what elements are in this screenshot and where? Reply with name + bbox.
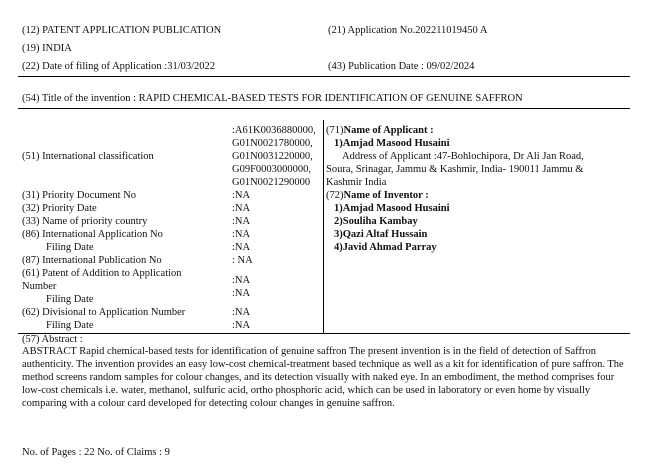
classification-label: (51) International classification xyxy=(22,151,154,162)
field-value: :NA xyxy=(232,242,251,253)
divider xyxy=(18,76,630,77)
page-claims-count: No. of Pages : 22 No. of Claims : 9 xyxy=(22,447,170,458)
field-label: Filing Date xyxy=(46,242,94,253)
inventor-name: 3)Qazi Altaf Hussain xyxy=(334,229,428,240)
publication-date: (43) Publication Date : 09/02/2024 xyxy=(328,61,475,72)
field-label: (62) Divisional to Application Number xyxy=(22,307,186,318)
classification-code: G01N0021780000, xyxy=(232,138,313,149)
field-value: :NA xyxy=(232,229,251,240)
classification-code: G09F0003000000, xyxy=(232,164,312,175)
field-value: :NA xyxy=(232,216,251,227)
field-label-continued: Number xyxy=(22,281,57,292)
applicant-name: 1)Amjad Masood Husaini xyxy=(334,138,450,149)
inventor-heading: (72)Name of Inventor : xyxy=(326,190,429,201)
country: (19) INDIA xyxy=(22,43,72,54)
applicant-address: Soura, Srinagar, Jammu & Kashmir, India- 190011 Jammu & xyxy=(326,164,584,175)
field-value: :NA xyxy=(232,320,251,331)
field-value: :NA xyxy=(232,307,251,318)
divider xyxy=(18,333,630,334)
field-value: :NA xyxy=(232,190,251,201)
field-label: (31) Priority Document No xyxy=(22,190,137,201)
publication-type: (12) PATENT APPLICATION PUBLICATION xyxy=(22,25,222,36)
column-divider xyxy=(323,120,324,333)
invention-title: (54) Title of the invention : RAPID CHEMICAL-BASED TESTS FOR IDENTIFICATION OF GENUINE SAFFRON xyxy=(22,93,523,104)
field-value: : NA xyxy=(232,255,253,266)
classification-code: :A61K0036880000, xyxy=(232,125,316,136)
abstract-label: (57) Abstract : xyxy=(22,334,83,345)
inventor-name: 4)Javid Ahmad Parray xyxy=(334,242,437,253)
field-value: :NA xyxy=(232,288,251,299)
field-label: (86) International Application No xyxy=(22,229,163,240)
field-label: (61) Patent of Addition to Application xyxy=(22,268,182,279)
inventor-name: 2)Souliha Kambay xyxy=(334,216,418,227)
field-label: (33) Name of priority country xyxy=(22,216,148,227)
divider xyxy=(18,108,630,109)
field-value: :NA xyxy=(232,203,251,214)
classification-code: G01N0031220000, xyxy=(232,151,313,162)
applicant-address: Kashmir India xyxy=(326,177,387,188)
application-number: (21) Application No.202211019450 A xyxy=(328,25,488,36)
field-label: Filing Date xyxy=(46,294,94,305)
classification-code: G01N0021290000 xyxy=(232,177,311,188)
field-label: (87) International Publication No xyxy=(22,255,162,266)
field-label: (32) Priority Date xyxy=(22,203,97,214)
applicant-heading: (71)Name of Applicant : xyxy=(326,125,434,136)
inventor-name: 1)Amjad Masood Husaini xyxy=(334,203,450,214)
field-value: :NA xyxy=(232,275,251,286)
field-label: Filing Date xyxy=(46,320,94,331)
abstract-text: ABSTRACT Rapid chemical-based tests for identification of genuine saffron The present invention is in the field of detection of Saffron authenticity. The invention provides an easy low-cost chemical-treatment based technique as well as a kit for identification of pure saffron. The method screens random samples for colour changes, and its detection visually with naked eye. In an embodiment, the method comprises four low-cost chemicals i.e. water, methanol, sulfuric acid, ortho phosphoric acid, which can be used in laboratory or even home by visually comparing with a colour card developed for detecting colour changes in genuine saffron. xyxy=(22,346,624,409)
applicant-address: Address of Applicant :47-Bohlochipora, Dr Ali Jan Road, xyxy=(342,151,584,162)
filing-date: (22) Date of filing of Application :31/03/2022 xyxy=(22,61,216,72)
